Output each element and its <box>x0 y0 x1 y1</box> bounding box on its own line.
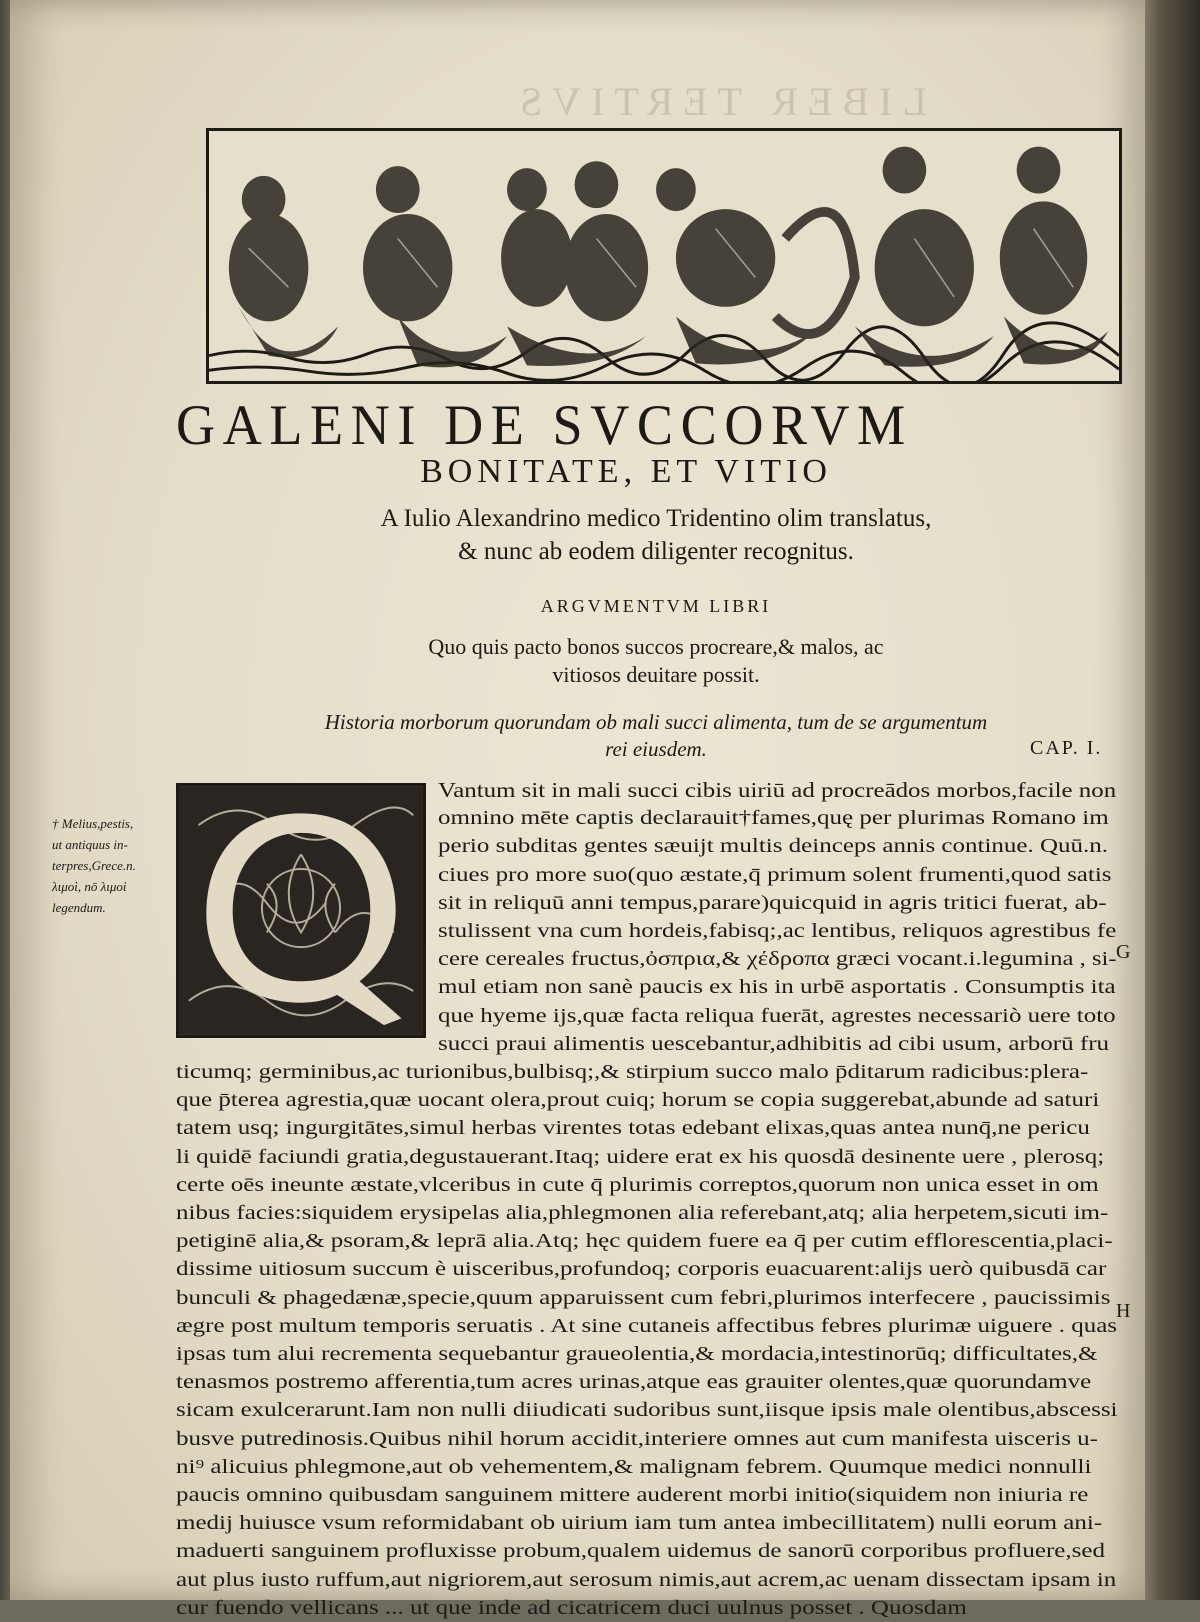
chapter-number: CAP. I. <box>1030 737 1103 759</box>
decorated-initial-q <box>176 783 426 1038</box>
margin-note-line: legendum. <box>52 900 106 915</box>
body-line-indented: omnino mēte captis declarauit†fames,quę per plurimas Romano im <box>438 807 1109 830</box>
body-line: certe oēs ineunte æstate,vlceribus in cute q̄ plurimis correptos,quorum non unica esset in om <box>176 1173 1099 1196</box>
gutter-letter-g: G <box>1116 941 1131 963</box>
body-line-indented: stulissent vna cum hordeis,fabisq;,ac lentibus, reliquos agrestibus fe <box>438 920 1117 942</box>
body-line-indented: succi praui alimentis uescebantur,adhibitis ad cibi usum, arborū fru <box>438 1032 1110 1055</box>
body-line: nibus facies:siquidem erysipelas alia,phlegmonen alia referebant,atq; alia herpetem,sicuti im- <box>176 1202 1109 1224</box>
body-line: aut plus iusto ruffum,aut nigriorem,aut serosum nimis,aut acrem,ac uenam dissectam ipsam in <box>176 1568 1117 1591</box>
sea-creatures-woodcut-icon <box>209 131 1119 381</box>
body-line: petiginē alia,& psoram,& leprā alia.Atq; hęc quidem fuere ea q̄ per cutim efflorescentia,placi- <box>176 1230 1113 1253</box>
body-line: dissime uitiosum succum è uisceribus,profundoq; corporis euacuarent:alijs uerò quibusdā car <box>176 1258 1107 1281</box>
chapter-heading-line-2: rei eiusdem. <box>605 737 707 761</box>
body-line-indented: Vantum sit in mali succi cibis uiriū ad procreādos morbos,facile non <box>438 778 1117 802</box>
title-line-1: GALENI DE SVCCORVM <box>176 394 913 457</box>
body-line: busve putredinosis.Quibus nihil horum accidit,interiere omnes aut cum manifesta uisceris u- <box>176 1427 1099 1450</box>
body-line: tatem usq; ingurgitātes,simul herbas virentes totas edebant elixas,quas antea nunq̄,ne pericu <box>176 1117 1090 1140</box>
body-line: tenasmos postremo afferentia,tum acres urinas,atque eas grauiter olentes,quæ quorundamve <box>176 1371 1092 1394</box>
woodcut-header-band <box>206 128 1122 384</box>
body-line: paucis omnino quibusdam sanguinem mittere auderent morbi initio(siquidem non iniuria re <box>176 1484 1089 1506</box>
translator-line-1: A Iulio Alexandrino medico Tridentino olim translatus, <box>380 505 932 532</box>
body-line: medij huiusce vsum reformidabant ob uirium iam tum antea imbecillitatem) nulli eorum ani- <box>176 1512 1103 1535</box>
running-head-showthrough: LIBER TERTIVS <box>510 79 927 124</box>
margin-note <box>52 813 172 918</box>
body-line-indented: que hyeme ijs,quæ facta reliqua fuerāt, agrestes necessariò uere toto <box>438 1004 1116 1027</box>
body-line: cur fuendo vellicans ... ut que inde ad cicatricem duci uulnus posset . Quosdam <box>176 1596 967 1619</box>
body-line-indented: cere cereales fructus,ὀσπρια,& χέδροπα græci vocant.i.legumina , si- <box>438 948 1117 971</box>
margin-note-line: λιμοὶ, nō λιμοὶ <box>52 879 127 894</box>
margin-note-line: ut antiquus in- <box>52 837 128 852</box>
title-line-2: BONITATE, ET VITIO <box>420 453 832 490</box>
body-line-indented: perio subditas gentes sæuijt multis deinceps annis continue. Quū.n. <box>438 835 1109 858</box>
argument-line-2: vitiosos deuitare possit. <box>552 662 760 687</box>
body-line: ipsas tum alui recrementa sequebantur graueolentia,& mordacia,intestinorūq; difficultates,& <box>176 1343 1098 1365</box>
body-line: maduerti sanguinem profluxisse probum,qualem uidemus de sanorū corporibus profluere,sed <box>176 1540 1105 1563</box>
body-line: li quidē faciundi gratia,degustauerant.Itaq; uidere erat ex his quosdā desinente uere , plerosq; <box>176 1145 1105 1168</box>
argument-line-1: Quo quis pacto bonos succos procreare,& malos, ac <box>428 634 884 659</box>
body-line: ni⁹ alicuius phlegmone,aut ob vehementem,& malignam febrem. Quumque medici nonnulli <box>176 1455 1092 1478</box>
body-line: ægre post multum temporis seruatis . At sine cutaneis affectibus febres plurimæ uiguere . quas <box>176 1314 1118 1337</box>
gutter-letter-h: H <box>1116 1300 1131 1322</box>
margin-note-line: † Melius,pestis, <box>52 816 134 831</box>
translator-line-2: & nunc ab eodem diligenter recognitus. <box>458 538 854 565</box>
body-line-indented: ciues pro more suo(quo æstate,q̄ primum solent frumenti,quod satis <box>438 863 1112 886</box>
body-line: sicam exulcerarunt.Iam non nulli diiudicati sudoribus sunt,iisque ipsis male olentibus,abscessi <box>176 1399 1118 1422</box>
margin-note-line: terpres,Grece.n. <box>52 858 136 873</box>
body-line-indented: sit in reliquū anni tempus,parare)quicquid in agris tritici fuerat, ab- <box>438 891 1107 914</box>
body-line: bunculi & phagedænæ,specie,quum apparuissent cum febri,plurimos interfecere , paucissimis <box>176 1286 1111 1309</box>
chapter-heading-line-1: Historia morborum quorundam ob mali succi alimenta, tum de se argumentum <box>324 710 988 734</box>
body-line-indented: mul etiam non sanè paucis ex his in urbē asportatis . Consumptis ita <box>438 976 1116 999</box>
argument-heading: ARGVMENTVM LIBRI <box>540 596 772 616</box>
ornate-initial-q-icon <box>179 786 423 1035</box>
body-line: que p̄terea agrestia,quæ uocant olera,prout cuiq; horum se copia suggerebat,abunde ad saturi <box>176 1089 1100 1112</box>
body-line: ticumq; germinibus,ac turionibus,bulbisq;,& stirpium succo malo p̄ditarum radicibus:plera- <box>176 1061 1089 1083</box>
